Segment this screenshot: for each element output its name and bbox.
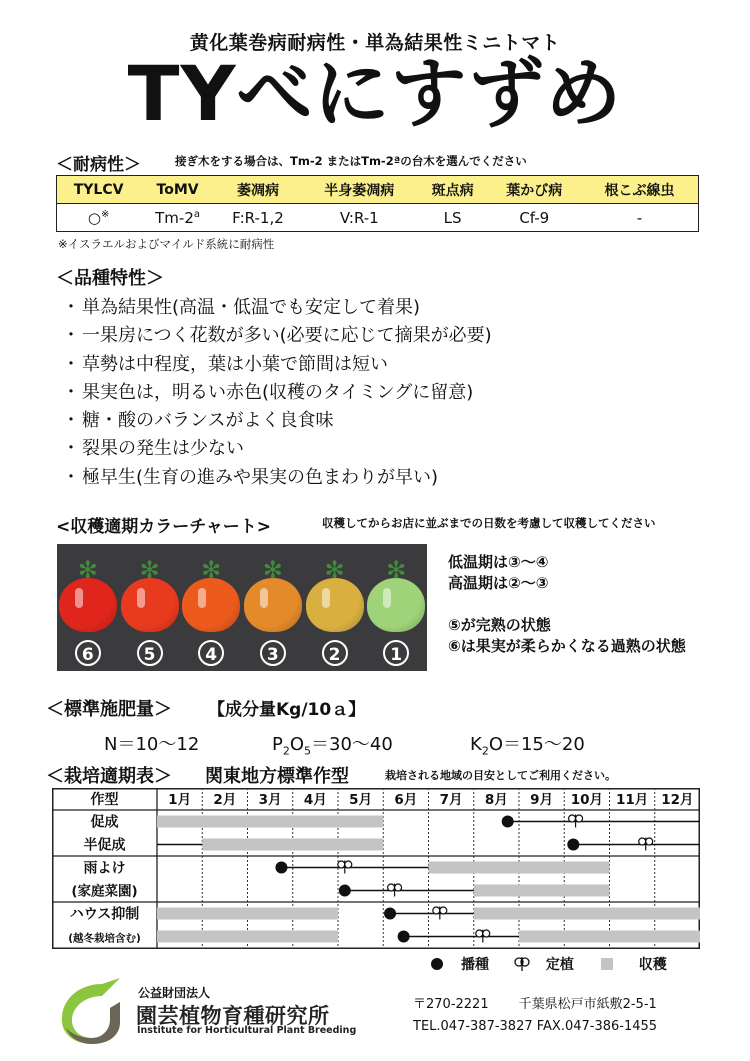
ripeness-number: 5 [137, 640, 163, 666]
spacer [448, 594, 686, 615]
ripeness-number: 6 [75, 640, 101, 666]
crop-type-label: (家庭菜園) [71, 883, 138, 900]
plant-marker [388, 884, 402, 897]
month-label: 9月 [530, 792, 554, 808]
list-item: ・ 単為結果性(高温・低温でも安定して着果) [62, 294, 492, 322]
crop-type-label: 半促成 [83, 837, 126, 854]
sow-marker [567, 839, 579, 851]
list-item: ・ 一果房につく花数が多い(必要に応じて摘果が必要) [62, 322, 492, 350]
resistance-header-row [57, 176, 699, 204]
fertilizer-n: N＝10～12 [104, 734, 200, 755]
traits-heading: ＜品種特性＞ [56, 268, 164, 289]
column-header: ToMV [140, 176, 215, 204]
plant-marker-left [433, 907, 440, 914]
harvest-bar [519, 931, 700, 943]
calyx-icon: ✻ [386, 556, 407, 584]
month-label: 6月 [394, 792, 418, 808]
harvest-bar [157, 908, 338, 920]
harvest-bar [157, 816, 383, 828]
sow-marker [384, 908, 396, 920]
org-name: 園芸植物育種研究所 [136, 1004, 330, 1028]
month-label: 10月 [570, 792, 604, 808]
schedule-note: 栽培される地域の目安としてご利用ください。 [385, 769, 616, 782]
tomato [59, 578, 117, 632]
harvest-note: 高温期は②～③ [448, 574, 549, 592]
plant-marker [569, 815, 583, 828]
crop-type-label: ハウス抑制 [69, 906, 140, 923]
table-cell: V:R-1 [339, 208, 379, 227]
column-header: 半身萎凋病 [301, 176, 418, 204]
tomato [367, 578, 425, 632]
legend-harvest-label: 収穫 [638, 957, 667, 973]
plant-marker-left [388, 884, 395, 891]
tomato [182, 578, 240, 632]
table-cell: - [636, 208, 643, 227]
resistance-footnote: ※イスラエルおよびマイルド系統に耐病性 [58, 237, 275, 251]
table-cell: Cf-9 [519, 208, 550, 227]
address: 〒270-2221 千葉県松戸市紙敷2-5-1 [413, 997, 657, 1012]
month-label: 5月 [349, 792, 373, 808]
fertilizer-unit: 【成分量Kg/10ａ】 [208, 700, 366, 720]
column-header: TYLCV [57, 176, 141, 204]
institute-logo [58, 972, 128, 1044]
harvest-note: 低温期は③～④ [448, 553, 549, 571]
fertilizer-heading: ＜標準施肥量＞ [46, 699, 172, 720]
harvest-bar [157, 931, 338, 943]
fertilizer-p: $P_2O_5=30\sim 40$ [272, 734, 393, 758]
month-label: 7月 [439, 792, 463, 808]
plant-marker-left [338, 861, 345, 868]
plant-icon [514, 957, 530, 975]
tomato [306, 578, 364, 632]
column-header: 根こぶ線虫 [581, 176, 699, 204]
sow-marker [339, 885, 351, 897]
legend-sow-label: 播種 [461, 957, 489, 973]
table-cell: Tm-2$^a$ [155, 208, 201, 227]
resistance-heading: ＜耐病性＞ [56, 155, 141, 175]
plant-marker-right [395, 884, 402, 891]
month-label: 1月 [168, 792, 192, 808]
column-header: 斑点病 [418, 176, 488, 204]
contact-numbers: TEL.047-387-3827 FAX.047-386-1455 [413, 1019, 658, 1034]
crop-type-label: (越冬栽培含む) [68, 932, 141, 945]
harvest-note: ⑥は果実が柔らかくなる過熟の状態 [448, 637, 686, 655]
traits-list [62, 294, 492, 492]
list-item: ・ 糖・酸のバランスがよく良食味 [62, 407, 492, 435]
calyx-icon: ✻ [324, 556, 345, 584]
subtitle: 黄化葉巻病耐病性・単為結果性ミニトマト [189, 32, 561, 54]
harvest-bar [474, 908, 700, 920]
harvest-note: ⑤が完熟の状態 [448, 616, 551, 634]
harvest-bar [474, 885, 610, 897]
plant-marker [639, 838, 653, 851]
sow-marker [275, 862, 287, 874]
color-chart-heading: <収穫適期カラーチャート> [56, 517, 271, 537]
ripeness-number: 1 [383, 640, 409, 666]
color-chart-note: 収穫してからお店に並ぶまでの日数を考慮して収穫してください [322, 516, 656, 530]
calyx-icon: ✻ [139, 556, 160, 584]
org-type: 公益財団法人 [138, 986, 211, 1000]
month-label: 3月 [258, 792, 282, 808]
table-cell: LS [443, 208, 462, 227]
page-title: TYべにすずめ [127, 49, 623, 138]
calyx-icon: ✻ [77, 556, 98, 584]
plant-marker-right [646, 838, 653, 845]
month-label: 2月 [213, 792, 237, 808]
calyx-icon: ✻ [201, 556, 222, 584]
harvest-notes [448, 552, 686, 657]
crop-type-label: 雨よけ [83, 860, 126, 877]
ripeness-number: 2 [322, 640, 348, 666]
plant-marker-right [345, 861, 352, 868]
plant-marker-right [440, 907, 447, 914]
crop-type-label: 促成 [90, 814, 119, 831]
month-label: 12月 [661, 792, 694, 808]
plant-marker-left [569, 815, 576, 822]
tomato [121, 578, 179, 632]
resistance-table [56, 175, 699, 232]
plant-marker [476, 930, 490, 943]
table-cell: F:R-1,2 [232, 208, 284, 227]
resistance-note: 接ぎ木をする場合は、Tm-2 またはTm-2ªの台木を選んでください [175, 154, 527, 168]
tomato-color-photo [57, 544, 427, 671]
legend-plant-label: 定植 [545, 957, 574, 973]
plant-marker [338, 861, 352, 874]
harvest-bar [429, 862, 610, 874]
list-item: ・ 果実色は，明るい赤色(収穫のタイミングに留意) [62, 379, 492, 407]
column-header: 萎凋病 [215, 176, 301, 204]
ripeness-number: 4 [198, 640, 224, 666]
list-item: ・ 極早生(生育の進みや果実の色まわりが早い) [62, 464, 492, 492]
list-item: ・ 裂果の発生は少ない [62, 435, 492, 463]
calyx-icon: ✻ [262, 556, 283, 584]
sow-icon [431, 958, 443, 970]
plant-marker-right [576, 815, 583, 822]
resistance-value-row [57, 204, 699, 232]
plant-marker-left [476, 930, 483, 937]
sow-marker [502, 816, 514, 828]
ripeness-number: 3 [260, 640, 286, 666]
month-label: 11月 [615, 792, 649, 808]
column-header: 葉かび病 [488, 176, 581, 204]
plant-marker [433, 907, 447, 920]
tomato [244, 578, 302, 632]
plant-marker-left [639, 838, 646, 845]
month-label: 8月 [484, 792, 508, 808]
schedule-subheading: 関東地方標準作型 [205, 766, 349, 787]
list-item: ・ 草勢は中程度，葉は小葉で節間は短い [62, 351, 492, 379]
org-english-name: Institute for Horticultural Plant Breeding [137, 1025, 357, 1036]
harvest-bar [202, 839, 383, 851]
schedule-heading: ＜栽培適期表＞ [46, 766, 172, 787]
sow-marker [398, 931, 410, 943]
plant-marker-right [483, 930, 490, 937]
harvest-swatch-icon [601, 958, 613, 970]
table-cell: ○※ [87, 208, 110, 227]
type-column-header: 作型 [90, 792, 119, 808]
cultivation-schedule-chart [52, 788, 700, 950]
legend [431, 954, 667, 975]
fertilizer-k: $K_2O=15\sim 20$ [470, 734, 585, 758]
month-label: 4月 [303, 792, 327, 808]
